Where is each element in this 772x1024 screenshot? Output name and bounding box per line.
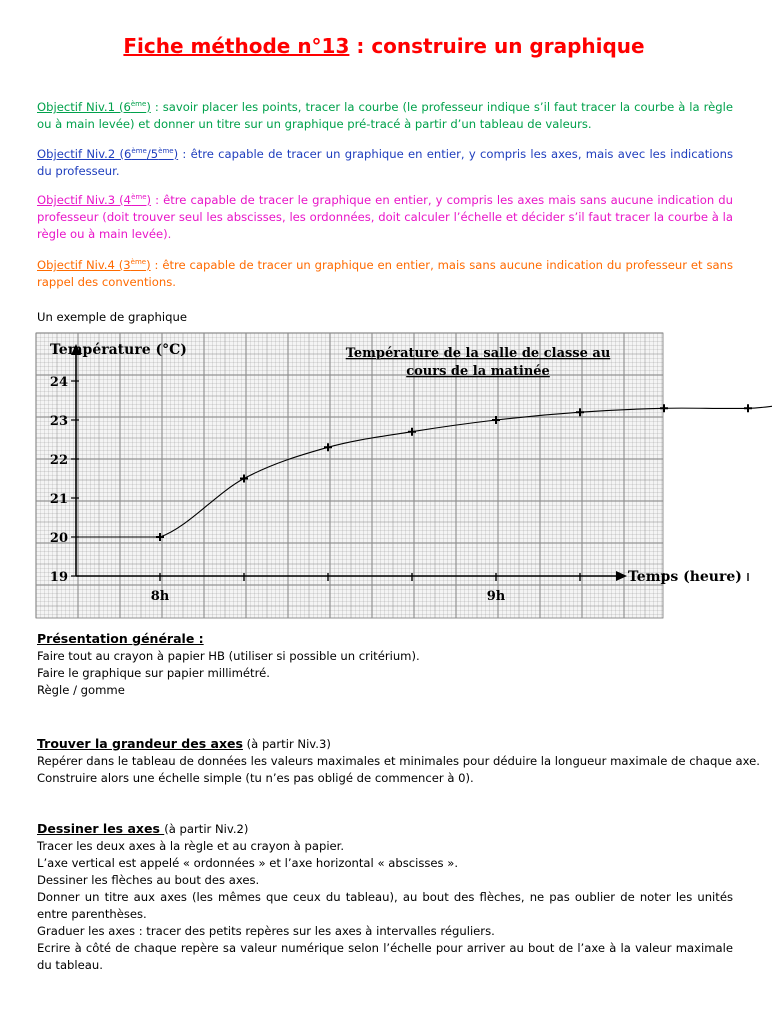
section-axes-size: [37, 735, 772, 787]
objective-label: Objectif Niv.3 (4ème): [37, 193, 152, 207]
section-draw-axes: [37, 820, 733, 974]
y-tick-label: 23: [49, 414, 68, 429]
objective-label: Objectif Niv.4 (3ème): [37, 258, 151, 272]
y-tick-label: 21: [49, 492, 68, 507]
section-line: Tracer les deux axes à la règle et au crayon à papier.: [37, 839, 345, 853]
y-axis-label: Température (°C): [50, 342, 187, 358]
objective-text: : être capable de tracer un graphique en entier, mais sans aucune indication du professeur et sans rappel des conventions.: [37, 258, 734, 289]
title-rest: : construire un graphique: [349, 34, 645, 58]
y-tick-label: 24: [49, 375, 68, 390]
objective-text: : être capable de tracer un graphique en entier, y compris les axes, mais avec les indications du professeur.: [37, 147, 733, 178]
y-tick-label: 20: [49, 531, 68, 546]
section-presentation: [37, 630, 772, 699]
section-line: Donner un titre aux axes (les mêmes que ceux du tableau), au bout des flèches, ne pas oublier de noter les unités entre parenthèses.: [37, 890, 733, 921]
section-heading: Dessiner les axes: [37, 821, 165, 836]
chart-title-line1: Température de la salle de classe au: [345, 346, 611, 361]
x-tick-label: 8h: [150, 589, 170, 604]
chart-title-line2: cours de la matinée: [406, 364, 550, 379]
y-tick-label: 22: [49, 453, 68, 468]
objective-text: : savoir placer les points, tracer la courbe (le professeur indique s’il faut tracer la courbe à la règle ou à main levée) et donner un titre sur un graphique pré-tracé à partir d’un tableau de valeurs.: [37, 100, 733, 131]
section-line: Construire alors une échelle simple (tu n’es pas obligé de commencer à 0).: [37, 771, 474, 785]
section-note: (à partir Niv.2): [164, 822, 249, 836]
data-point-marker: [744, 404, 752, 412]
section-line: Ecrire à côté de chaque repère sa valeur numérique selon l’échelle pour arriver au bout de l’axe à la valeur maximale du tableau.: [37, 941, 733, 972]
objective-niv4: [37, 257, 733, 291]
title-main: Fiche méthode n°13: [123, 34, 350, 58]
page-title: [0, 34, 768, 58]
section-line: Règle / gomme: [37, 683, 125, 697]
objective-niv3: [37, 192, 733, 243]
objective-label: Objectif Niv.1 (6ème): [37, 100, 151, 114]
section-line: Repérer dans le tableau de données les valeurs maximales et minimales pour déduire la longueur maximale de chaque axe.: [37, 754, 760, 768]
section-line: Faire tout au crayon à papier HB (utiliser si possible un critérium).: [37, 649, 420, 663]
objective-label: Objectif Niv.2 (6ème/5ème): [37, 147, 179, 161]
section-heading: Trouver la grandeur des axes: [37, 736, 243, 751]
section-heading: Présentation générale :: [37, 631, 204, 646]
section-line: Faire le graphique sur papier millimétré.: [37, 666, 270, 680]
objective-niv1: [37, 99, 733, 133]
section-note: (à partir Niv.3): [242, 737, 331, 751]
section-line: L’axe vertical est appelé « ordonnées » et l’axe horizontal « abscisses ».: [37, 856, 459, 870]
y-tick-label: 19: [49, 570, 68, 585]
x-tick-label: 9h: [486, 589, 506, 604]
objective-text: : être capable de tracer le graphique en entier, y compris les axes mais sans aucune indication du professeur (doit trouver seul les abscisses, les ordonnées, doit calculer l’échelle et décider s’il faut tracer la courbe à la règle ou à main levée).: [37, 193, 733, 241]
section-line: Dessiner les flèches au bout des axes.: [37, 873, 260, 887]
x-axis-label: Temps (heure): [628, 569, 742, 585]
objective-niv2: [37, 146, 733, 180]
temperature-chart: [36, 333, 742, 618]
section-line: Graduer les axes : tracer des petits repères sur les axes à intervalles réguliers.: [37, 924, 495, 938]
example-caption: Un exemple de graphique: [37, 310, 187, 324]
